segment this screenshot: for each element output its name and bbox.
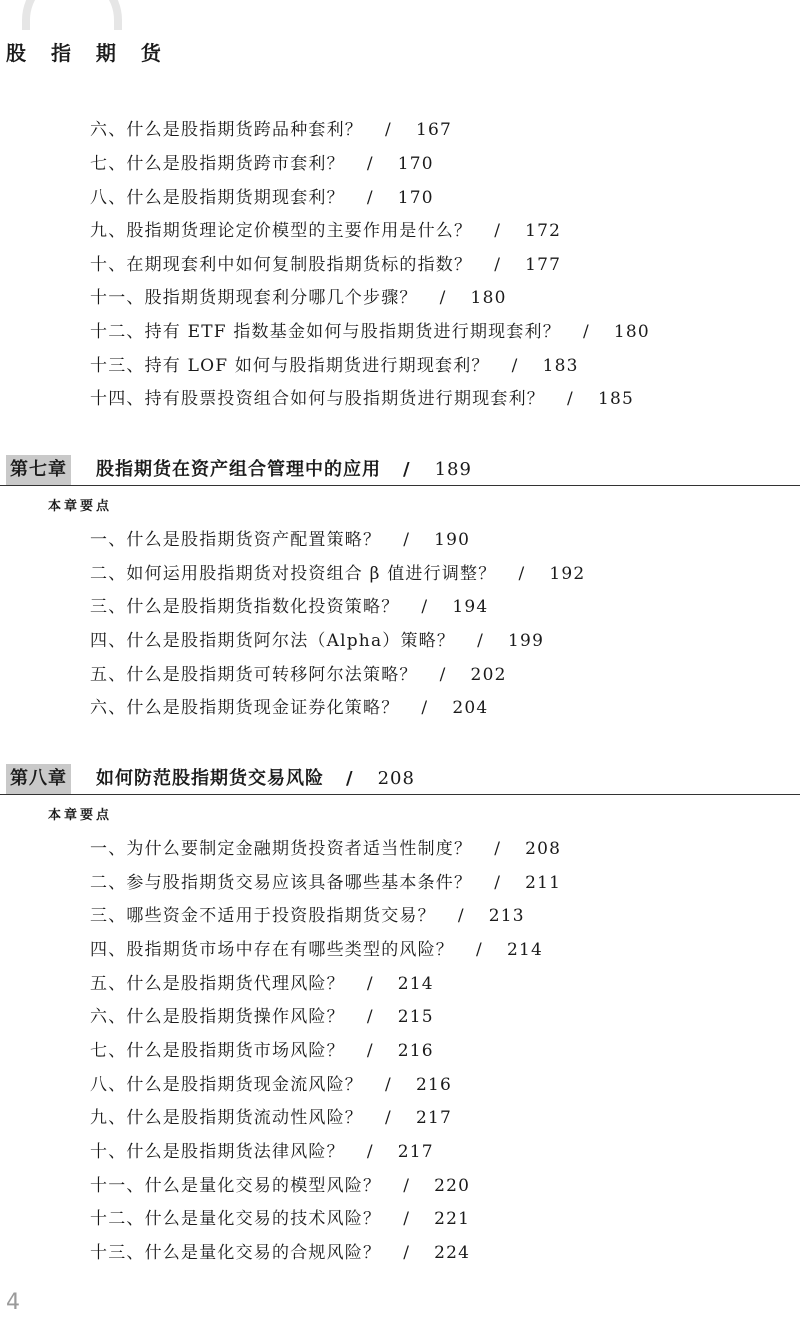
toc-item-title: 六、什么是股指期货操作风险？ (90, 1007, 345, 1027)
toc-separator: / (494, 839, 502, 859)
toc-item-page: 213 (488, 906, 525, 926)
toc-item-title: 十一、什么是量化交易的模型风险？ (90, 1176, 382, 1196)
toc-item[interactable] (90, 151, 434, 177)
toc-item-page: 180 (470, 288, 507, 308)
toc-item[interactable] (90, 903, 525, 929)
running-head: 股 指 期 货 (6, 41, 170, 65)
chapter-title: 如何防范股指期货交易风险 (96, 768, 324, 789)
toc-item-title: 七、什么是股指期货市场风险？ (90, 1041, 345, 1061)
toc-item[interactable] (90, 662, 507, 688)
toc-item-title: 二、如何运用股指期货对投资组合 β 值进行调整？ (90, 564, 497, 584)
toc-item[interactable] (90, 836, 561, 862)
toc-separator: / (366, 974, 374, 994)
toc-item-page: 172 (525, 221, 562, 241)
toc-item[interactable] (90, 218, 561, 244)
toc-item[interactable] (90, 561, 585, 587)
toc-item[interactable] (90, 252, 561, 278)
toc-separator: / (403, 1243, 411, 1263)
toc-separator: / (511, 356, 519, 376)
chapter-title-line (96, 764, 415, 794)
toc-item-title: 一、为什么要制定金融期货投资者适当性制度？ (90, 839, 473, 859)
toc-item-page: 216 (397, 1041, 434, 1061)
toc-item-title: 四、股指期货市场中存在有哪些类型的风险？ (90, 940, 454, 960)
toc-separator: / (494, 873, 502, 893)
toc-separator: / (366, 1142, 374, 1162)
toc-item-title: 八、什么是股指期货现金流风险？ (90, 1075, 363, 1095)
toc-item[interactable] (90, 1072, 452, 1098)
chapter-page: 189 (434, 459, 472, 480)
toc-item[interactable] (90, 1139, 434, 1165)
toc-item[interactable] (90, 1105, 452, 1131)
toc-item[interactable] (90, 1240, 470, 1266)
key-points-label: 本章要点 (48, 499, 113, 514)
chapter-title: 股指期货在资产组合管理中的应用 (96, 459, 381, 480)
toc-item[interactable] (90, 185, 434, 211)
toc-item-title: 十一、股指期货期现套利分哪几个步骤？ (90, 288, 418, 308)
key-points-label: 本章要点 (48, 808, 113, 823)
chapter-heading[interactable] (0, 764, 800, 795)
toc-item-title: 六、什么是股指期货跨品种套利？ (90, 120, 363, 140)
toc-item[interactable] (90, 971, 434, 997)
toc-item-title: 十三、持有 LOF 如何与股指期货进行期现套利？ (90, 356, 490, 376)
toc-item-page: 216 (415, 1075, 452, 1095)
toc-item-page: 190 (434, 530, 471, 550)
toc-item[interactable] (90, 285, 507, 311)
toc-separator: / (494, 255, 502, 275)
toc-separator: / (439, 665, 447, 685)
chapter-title-line (96, 455, 472, 485)
toc-item[interactable] (90, 386, 634, 412)
toc-separator: / (366, 154, 374, 174)
toc-separator: / (421, 597, 429, 617)
toc-item-title: 五、什么是股指期货可转移阿尔法策略？ (90, 665, 418, 685)
toc-item-title: 十、什么是股指期货法律风险？ (90, 1142, 345, 1162)
toc-separator: / (385, 120, 392, 140)
toc-item-title: 十四、持有股票投资组合如何与股指期货进行期现套利？ (90, 389, 545, 409)
toc-item[interactable] (90, 527, 470, 553)
toc-item[interactable] (90, 695, 488, 721)
toc-item-page: 208 (525, 839, 562, 859)
toc-item[interactable] (90, 319, 650, 345)
toc-separator: / (421, 698, 429, 718)
toc-separator: / (477, 631, 485, 651)
toc-item-title: 三、什么是股指期货指数化投资策略？ (90, 597, 400, 617)
toc-item-page: 221 (434, 1209, 471, 1229)
toc-separator: / (457, 906, 465, 926)
toc-item-page: 194 (452, 597, 489, 617)
toc-separator: / (366, 188, 374, 208)
toc-item-page: 170 (397, 188, 434, 208)
toc-item-page: 202 (470, 665, 507, 685)
toc-item-page: 217 (397, 1142, 434, 1162)
toc-item-page: 170 (397, 154, 434, 174)
toc-separator: / (403, 459, 411, 480)
page-number: 4 (6, 1290, 20, 1315)
toc-item[interactable] (90, 870, 561, 896)
toc-separator: / (346, 768, 354, 789)
toc-item-title: 七、什么是股指期货跨市套利？ (90, 154, 345, 174)
toc-separator: / (582, 322, 590, 342)
toc-item-page: 185 (597, 389, 634, 409)
chapter-heading[interactable] (0, 455, 800, 486)
toc-item[interactable] (90, 594, 488, 620)
toc-item-page: 214 (506, 940, 543, 960)
toc-separator: / (567, 389, 574, 409)
toc-separator: / (385, 1108, 392, 1128)
toc-item-title: 三、哪些资金不适用于投资股指期货交易？ (90, 906, 436, 926)
toc-item-title: 一、什么是股指期货资产配置策略？ (90, 530, 382, 550)
toc-item[interactable] (90, 1206, 470, 1232)
toc-item-page: 220 (434, 1176, 471, 1196)
toc-item-title: 十、在期现套利中如何复制股指期货标的指数？ (90, 255, 473, 275)
toc-item[interactable] (90, 628, 544, 654)
toc-separator: / (366, 1041, 374, 1061)
chapter-label: 第八章 (6, 764, 71, 794)
toc-item-page: 211 (525, 873, 562, 893)
toc-item-page: 224 (434, 1243, 471, 1263)
toc-item-title: 六、什么是股指期货现金证券化策略？ (90, 698, 400, 718)
toc-separator: / (494, 221, 502, 241)
toc-separator: / (366, 1007, 374, 1027)
toc-separator: / (403, 530, 411, 550)
toc-item-page: 214 (397, 974, 434, 994)
toc-separator: / (476, 940, 483, 960)
toc-item-page: 217 (415, 1108, 452, 1128)
toc-item-title: 九、什么是股指期货流动性风险？ (90, 1108, 363, 1128)
toc-item-page: 183 (542, 356, 579, 376)
toc-item-title: 十二、持有 ETF 指数基金如何与股指期货进行期现套利？ (90, 322, 561, 342)
toc-item-page: 199 (508, 631, 545, 651)
toc-item-page: 204 (452, 698, 489, 718)
toc-item[interactable] (90, 353, 579, 379)
header-decoration-arc (22, 0, 122, 30)
toc-item[interactable] (90, 117, 452, 143)
toc-separator: / (403, 1176, 411, 1196)
toc-item-title: 十三、什么是量化交易的合规风险？ (90, 1243, 382, 1263)
chapter-label: 第七章 (6, 455, 71, 485)
toc-separator: / (439, 288, 447, 308)
toc-item[interactable] (90, 1004, 434, 1030)
toc-item[interactable] (90, 937, 543, 963)
toc-item-title: 四、什么是股指期货阿尔法（Alpha）策略？ (90, 631, 456, 651)
toc-item-title: 八、什么是股指期货期现套利？ (90, 188, 345, 208)
toc-item-title: 九、股指期货理论定价模型的主要作用是什么？ (90, 221, 473, 241)
toc-item-page: 180 (613, 322, 650, 342)
toc-separator: / (518, 564, 526, 584)
toc-item-title: 二、参与股指期货交易应该具备哪些基本条件？ (90, 873, 473, 893)
toc-separator: / (385, 1075, 392, 1095)
toc-item[interactable] (90, 1173, 470, 1199)
toc-item-page: 215 (397, 1007, 434, 1027)
toc-separator: / (403, 1209, 411, 1229)
chapter-page: 208 (377, 768, 415, 789)
toc-item-page: 192 (549, 564, 586, 584)
toc-item-title: 十二、什么是量化交易的技术风险？ (90, 1209, 382, 1229)
toc-item-title: 五、什么是股指期货代理风险？ (90, 974, 345, 994)
toc-item[interactable] (90, 1038, 434, 1064)
toc-item-page: 167 (415, 120, 452, 140)
toc-item-page: 177 (525, 255, 562, 275)
